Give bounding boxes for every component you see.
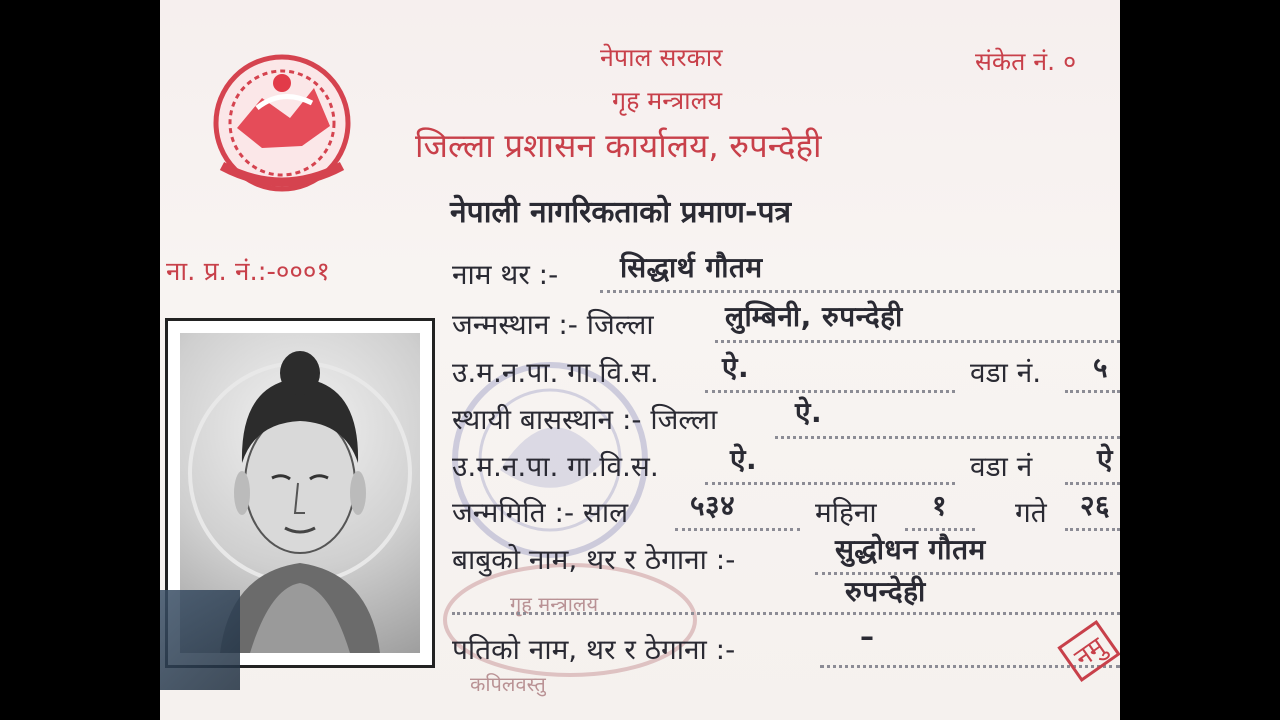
office-heading: जिल्ला प्रशासन कार्यालय, रुपन्देही <box>415 126 822 165</box>
birth-vdc-label: उ.म.न.पा. गा.वि.स. <box>452 356 659 389</box>
perm-ward-label: वडा नं <box>970 450 1033 483</box>
perm-vdc-line <box>705 482 955 485</box>
birth-vdc-line <box>705 390 955 393</box>
record-number: संकेत नं. ० <box>975 47 1077 76</box>
father-address: रुपन्देही <box>845 575 926 608</box>
spouse-value: – <box>860 620 875 653</box>
stamp-text-ministry: गृह मन्त्रालय <box>510 592 599 616</box>
father-value: सुद्धोधन गौतम <box>835 533 986 566</box>
dob-year-line <box>675 528 800 531</box>
certificate-title: नेपाली नागरिकताको प्रमाण-पत्र <box>450 195 792 230</box>
birth-vdc-value: ऐ. <box>722 351 750 384</box>
dob-year: ५३४ <box>690 489 736 522</box>
birth-ward-label: वडा नं. <box>970 356 1042 389</box>
ministry-heading: गृह मन्त्रालय <box>612 86 723 115</box>
tape-mark <box>160 590 240 690</box>
father-label: बाबुको नाम, थर र ठेगाना :- <box>452 543 736 576</box>
dob-label: जन्ममिति :- साल <box>452 496 629 529</box>
perm-vdc-value: ऐ. <box>730 443 758 476</box>
spouse-label: पतिको नाम, थर र ठेगाना :- <box>452 633 736 666</box>
name-line <box>600 290 1120 293</box>
birth-ward-line <box>1065 390 1120 393</box>
birthplace-value: लुम्बिनी, रुपन्देही <box>725 300 903 333</box>
permanent-address-label: स्थायी बासस्थान :- जिल्ला <box>452 403 718 436</box>
birth-ward-value: ५ <box>1093 351 1109 384</box>
perm-ward-line <box>1065 482 1120 485</box>
dob-month-label: महिना <box>815 496 877 529</box>
permanent-address-line <box>775 436 1120 439</box>
dob-day: २६ <box>1080 489 1111 522</box>
dob-month: १ <box>932 489 948 522</box>
birthplace-label: जन्मस्थान :- जिल्ला <box>452 308 654 341</box>
nepal-government-emblem <box>202 48 362 198</box>
perm-ward-value: ऐ <box>1097 443 1113 476</box>
father-address-line <box>452 612 1120 615</box>
name-value: सिद्धार्थ गौतम <box>620 251 763 284</box>
sample-stamp: नमु <box>1057 620 1120 682</box>
name-label: नाम थर :- <box>452 258 559 291</box>
government-heading: नेपाल सरकार <box>600 43 723 72</box>
stamp-text-district: कपिलवस्तु <box>470 672 546 696</box>
birthplace-line <box>715 340 1120 343</box>
dob-day-line <box>1065 528 1120 531</box>
dob-day-label: गते <box>1015 496 1047 529</box>
permanent-address-value: ऐ. <box>795 396 823 429</box>
perm-vdc-label: उ.म.न.पा. गा.वि.स. <box>452 450 659 483</box>
citizenship-number: ना. प्र. नं.:-०००१ <box>166 257 330 287</box>
citizenship-certificate <box>160 0 1120 720</box>
